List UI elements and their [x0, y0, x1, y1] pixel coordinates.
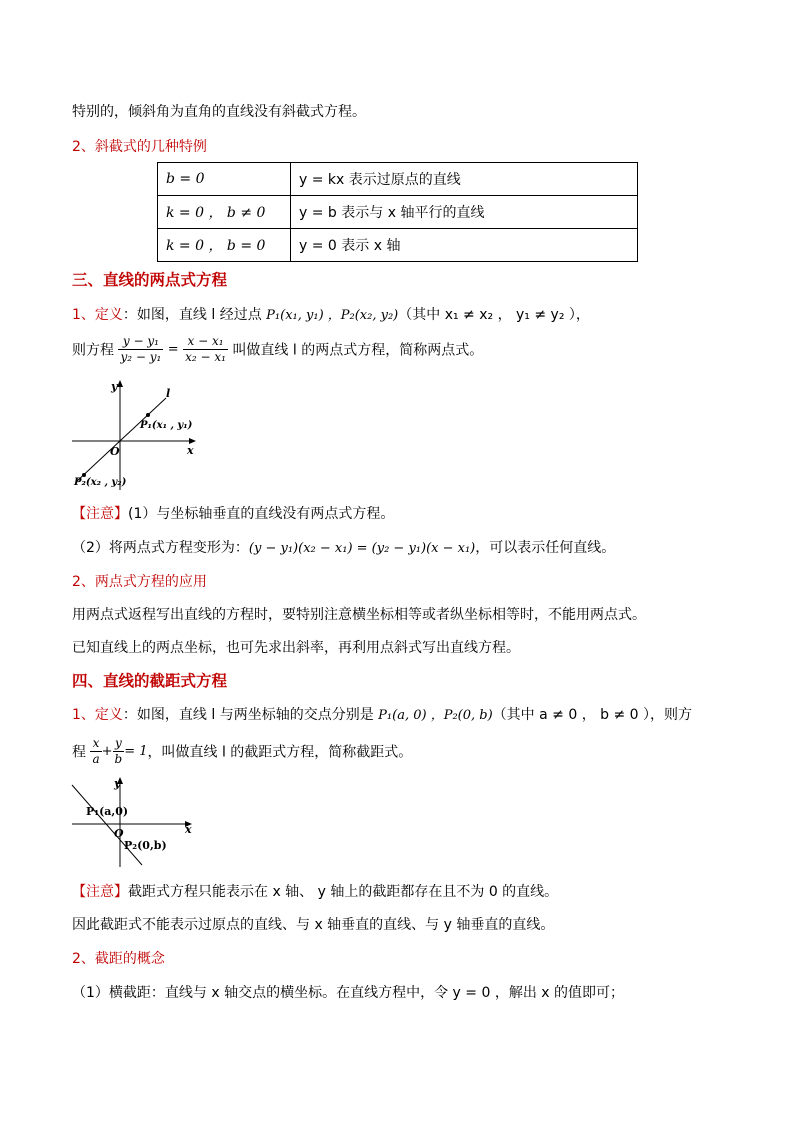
- two-point-line-figure: [70, 378, 205, 493]
- application-text-2: 已知直线上的两点坐标，也可先求出斜率，再利用点斜式写出直线方程。: [72, 640, 520, 656]
- concept-horizontal-intercept: （1）横截距：直线与 x 轴交点的横坐标。在直线方程中，令 y = 0 ，解出 x 的值即可；: [72, 985, 624, 1001]
- table-cell-description: y = 0 表示 x 轴: [291, 229, 638, 262]
- table-cell-condition: k = 0 ， b = 0: [158, 229, 291, 262]
- transformed-equation: (y − y₁)(x₂ − x₁) = (y₂ − y₁)(x − x₁): [248, 541, 476, 556]
- line-label: l: [166, 387, 171, 400]
- intercept-line-figure: [70, 775, 200, 870]
- definition-label: 1、定义: [72, 707, 123, 723]
- definition-condition: （其中 x₁ ≠ x₂ ， y₁ ≠ y₂ ），: [398, 307, 590, 323]
- definition-two-point-line1: [72, 304, 590, 324]
- fraction-x-over-a: [90, 736, 101, 767]
- fraction-denominator: a: [92, 752, 100, 766]
- point-p2: P₂(x₂, y₂): [340, 308, 399, 323]
- note-1: [72, 503, 394, 523]
- note-text: (1）与坐标轴垂直的直线没有两点式方程。: [128, 506, 395, 522]
- point-p1-label: P₁(a,0): [86, 805, 129, 818]
- fraction-numerator: x: [90, 736, 101, 752]
- table-row: [158, 196, 638, 229]
- definition-text: ，叫做直线 l 的截距式方程，简称截距式。: [147, 744, 413, 761]
- note-text: 截距式方程只能表示在 x 轴、 y 轴上的截距都存在且不为 0 的直线。: [128, 884, 559, 900]
- note-label: 【注意】: [72, 884, 128, 900]
- definition-text: 程: [72, 744, 86, 761]
- intercept-point-p2: P₂(0, b): [443, 708, 493, 723]
- table-cell-condition: k = 0 ， b ≠ 0: [158, 196, 291, 229]
- note-3: [72, 881, 558, 901]
- definition-text: 则方程: [72, 342, 114, 359]
- y-axis-label: y: [114, 777, 121, 790]
- fraction-x: [183, 334, 228, 365]
- note-text: （2）将两点式方程变形为：: [72, 540, 249, 556]
- definition-intercept-line1: [72, 704, 692, 724]
- definition-intercept-line2: [72, 736, 412, 767]
- y-axis-label: y: [111, 380, 118, 393]
- fraction-numerator: y − y₁: [118, 334, 163, 350]
- fraction-denominator: x₂ − x₁: [185, 350, 226, 364]
- heading-intercept-concept: 2、截距的概念: [72, 951, 165, 967]
- table-row: [158, 229, 638, 262]
- plus-sign: +: [101, 744, 113, 759]
- note-label: 【注意】: [72, 506, 128, 522]
- origin-label: O: [110, 445, 120, 458]
- note-4: 因此截距式不能表示过原点的直线、与 x 轴垂直的直线、与 y 轴垂直的直线。: [72, 917, 555, 933]
- point-p2-label: P₂(0,b): [124, 839, 167, 852]
- definition-text: ：如图，直线 l 经过点: [122, 307, 267, 323]
- definition-text: ：如图，直线 l 与两坐标轴的交点分别是: [122, 707, 379, 723]
- point-p2-label: P₂(x₂ , y₂): [74, 477, 127, 488]
- heading-slope-special-cases: 2、斜截式的几种特例: [72, 139, 207, 155]
- application-text-1: 用两点式返程写出直线的方程时，要特别注意横坐标相等或者纵坐标相等时，不能用两点式。: [72, 607, 646, 623]
- point-p1-label: P₁(x₁ , y₁): [140, 420, 193, 431]
- fraction-denominator: y₂ − y₁: [120, 350, 162, 364]
- note-2: [72, 537, 615, 557]
- fraction-y-over-b: [113, 736, 125, 767]
- line-l: [72, 785, 142, 865]
- heading-two-point-application: 2、两点式方程的应用: [72, 574, 207, 590]
- definition-two-point-line2: 则方程 $\frac{\text{y − y₁}}{\text{y₂ − y₁}}$ = $\frac{\text{x − x₁}}{\text{x₂ − x₁}}$ 叫做直线 l 的两点式方程，简称两点式。: [72, 334, 484, 364]
- intercept-point-p1: P₁(a, 0) ，: [378, 708, 444, 723]
- special-cases-table: [157, 162, 638, 262]
- x-axis-label: x: [187, 444, 194, 457]
- origin-label: O: [114, 827, 124, 840]
- table-cell-description: y = b 表示与 x 轴平行的直线: [291, 196, 638, 229]
- section-title-two-point-form: 三、直线的两点式方程: [72, 271, 228, 289]
- note-text-tail: ，可以表示任何直线。: [475, 540, 616, 556]
- fraction-y: [118, 334, 163, 365]
- fraction-numerator: x − x₁: [183, 334, 228, 350]
- definition-condition: （其中 a ≠ 0 ， b ≠ 0 ），则方: [492, 707, 693, 723]
- line-l: [76, 398, 166, 482]
- y-axis-arrow: [117, 380, 123, 387]
- definition-text: 叫做直线 l 的两点式方程，简称两点式。: [232, 342, 484, 359]
- table-cell-description: y = kx 表示过原点的直线: [291, 163, 638, 196]
- x-axis-label: x: [185, 823, 192, 836]
- table-cell-condition: b = 0: [158, 163, 291, 196]
- fraction-denominator: b: [114, 752, 123, 766]
- point-p1: P₁(x₁, y₁) ，: [266, 308, 341, 323]
- definition-label: 1、定义: [72, 307, 123, 323]
- point-p1-dot: [146, 413, 150, 417]
- table-row: [158, 163, 638, 196]
- fraction-numerator: y: [113, 736, 125, 752]
- equals-one: = 1: [124, 744, 148, 759]
- vertical-line-note: 特别的，倾斜角为直角的直线没有斜截式方程。: [72, 104, 366, 120]
- section-title-intercept-form: 四、直线的截距式方程: [72, 672, 228, 690]
